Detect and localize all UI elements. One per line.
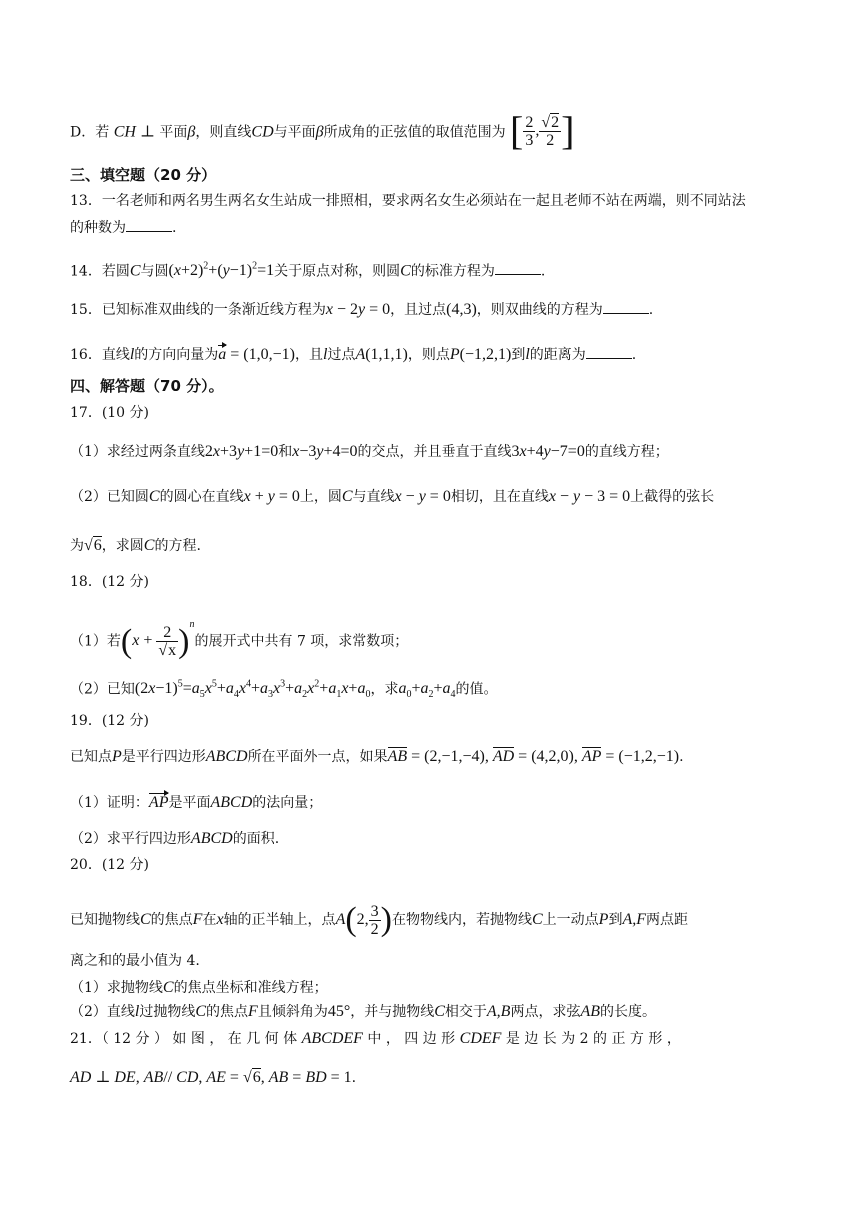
text: 轴的正半轴上，点 [223, 912, 336, 928]
math-sum: $a_0+a_2+a_4$ [398, 680, 456, 701]
text: 已知抛物线 [70, 912, 140, 928]
q20-header: 20．(12 分) [70, 857, 150, 873]
math-cd: CD [251, 123, 274, 141]
text: 的焦点 [150, 912, 193, 928]
q15: 15．已知标准双曲线的一条渐近线方程为x − 2y = 0，且过点(4,3)，则双曲线的方程为 . [70, 301, 654, 318]
math: A,B [486, 1003, 511, 1020]
q18-header: 18．(12 分) [70, 574, 150, 590]
text: 的距离为 [529, 347, 586, 363]
text: 两点，求弦 [510, 1004, 581, 1020]
math: x − y = 0 [394, 488, 451, 505]
text: 过抛物线 [139, 1004, 196, 1020]
text: ，则点 [407, 347, 450, 363]
text: 的种数为 [70, 220, 126, 236]
q19-part1 [70, 792, 800, 814]
q17-header: 17．(10 分) [70, 405, 150, 421]
text: 是 边 长 为 2 的 正 方 形 ， [505, 1031, 681, 1047]
math: x [216, 911, 224, 928]
math-point-a: A(1,1,1) [355, 346, 408, 363]
text: 上，圆 [299, 489, 342, 505]
text: 所在平面外一点，如果 [247, 749, 388, 765]
text: 的交点，并且垂直于直线 [357, 444, 512, 460]
math: C [162, 979, 174, 996]
section-title-answer: 四、解答题（70 分）。 [70, 377, 224, 395]
math: x − y − 3 = 0 [548, 488, 631, 505]
math-point-p: P(−1,2,1) [449, 346, 512, 363]
text: 为 [70, 538, 84, 554]
math: ABCD [210, 794, 253, 811]
math: C [143, 537, 155, 554]
q19-stem: 已知点P是平行四边形ABCD所在平面外一点，如果AB = (2,−1,−4), AD = (4,2,0), AP = (−1,2,−1). [70, 746, 800, 768]
math: x + y = 0 [243, 488, 300, 505]
text: （2）已知圆 [70, 489, 149, 505]
answer-blank [495, 260, 541, 275]
text: 在物物线内，若抛物线 [392, 912, 532, 928]
text: ，则直线 [195, 124, 252, 141]
text: （2）已知 [70, 681, 135, 698]
math-point: (4,3) [446, 301, 477, 318]
math: C [148, 488, 160, 505]
text: 16．直线 [70, 347, 130, 363]
answer-blank [126, 217, 172, 232]
math-ch-perp: CH ⊥ [113, 123, 155, 141]
math: 2x+3y+1=0 [204, 443, 279, 460]
text: ，且 [294, 347, 323, 363]
q17-part2-line2 [70, 535, 800, 557]
text: 到 [511, 347, 526, 363]
math-interval: [ $\frac{2}{3}$ , $\frac{√2}{2}$ ] [510, 108, 575, 153]
text: 关于原点对称，则圆 [274, 263, 401, 280]
math: l [134, 1003, 140, 1020]
text: （1）证明： [70, 795, 149, 811]
text: 21．（ 12 分 ） 如 图 ， 在 几 何 体 [70, 1031, 298, 1047]
math: l [322, 346, 328, 363]
text: 上一动点 [542, 912, 599, 928]
text: 到 [608, 912, 623, 928]
text: 的法向量； [252, 795, 323, 811]
math: F [248, 1003, 258, 1020]
text: 的方程. [154, 538, 201, 554]
math: C [140, 911, 151, 928]
q13-line1: 13．一名老师和两名男生两名女生站成一排照相，要求两名女生必须站在一起且老师不站在两端，则不同站法 [70, 193, 746, 209]
answer-blank [603, 299, 649, 314]
text: 在 [202, 912, 217, 928]
text: 上截得的弦长 [630, 489, 715, 505]
math: C [532, 911, 543, 928]
q20-part1 [70, 977, 800, 999]
math: ABCDEF [301, 1030, 363, 1047]
q19-header: 19．(12 分) [70, 713, 150, 729]
math-conditions: AD ⊥ DE, AB// CD, AE = √6, AB = BD = 1 [70, 1069, 352, 1086]
math-angle: 45° [327, 1003, 351, 1020]
math: 3x+4y−7=0 [511, 443, 585, 460]
math-beta: β [315, 123, 324, 141]
text: ，求 [370, 681, 399, 698]
text: 15．已知标准双曲线的一条渐近线方程为 [70, 302, 326, 318]
text: （2）直线 [70, 1004, 135, 1020]
text: ，且过点 [390, 302, 447, 318]
option-d [70, 108, 800, 153]
answer-blank [586, 344, 632, 359]
text: 与直线 [352, 489, 395, 505]
math-binomial: (x + $\frac{2}{√x}$ )$^n$ [120, 619, 195, 660]
text: 和 [278, 444, 293, 460]
math: C [341, 488, 353, 505]
text: ，则双曲线的方程为 [476, 302, 603, 318]
math: P [598, 911, 609, 928]
math-vector-ap: AP [149, 794, 169, 811]
q16: 16．直线l的方向向量为a = (1,0,−1)，且l过点A(1,1,1)，则点P(−1,2,1)到l的距离为 . [70, 344, 800, 366]
text: ，求圆 [101, 538, 144, 554]
q21-line1 [70, 1028, 800, 1050]
math: ABCD [190, 830, 233, 847]
text: 的展开式中共有 7 项，求常数项； [194, 633, 409, 650]
q13-line2: 的种数为 . [70, 217, 800, 239]
text: 的焦点坐标和准线方程； [173, 980, 328, 996]
text: （1）求抛物线 [70, 980, 163, 996]
text: （1）若 [70, 633, 121, 650]
math-asymptote: x − 2y = 0 [325, 301, 391, 318]
text: 的标准方程为 [410, 263, 495, 280]
math: C [400, 262, 411, 280]
text: 与圆 [140, 263, 169, 280]
q14: 14．若圆C与圆$(x+2)^2+(y-1)^2=1$关于原点对称，则圆C的标准方程为 . [70, 261, 546, 280]
math: C [195, 1003, 207, 1020]
text: 相交于 [444, 1004, 487, 1020]
text: 中 ， 四 边 形 [367, 1031, 456, 1047]
q20-stem-line2: 离之和的最小值为 4. [70, 953, 200, 969]
text: 平面 [159, 124, 188, 141]
q17-part1 [70, 441, 800, 463]
q20-part2 [70, 1001, 800, 1023]
q17-part2 [70, 486, 800, 508]
math: AB [580, 1003, 600, 1020]
text: 过点 [327, 347, 356, 363]
text: 已知点 [70, 749, 112, 765]
q18-part2 [70, 674, 800, 707]
q18-part1 [70, 617, 800, 661]
text: 所成角的正弦值的取值范围为 [323, 124, 506, 141]
text: 是平面 [168, 795, 211, 811]
math-point-a: A(2, $\frac{3}{2}$ ) [335, 901, 392, 939]
math-expansion: $(2x-1)^5=a_5x^5+a_4x^4+a_3x^3+a_2x^2+a_1x+a_0$ [134, 679, 371, 701]
text: 的长度。 [600, 1004, 656, 1020]
text: 且倾斜角为 [257, 1004, 328, 1020]
text: 的圆心在直线 [159, 489, 244, 505]
math-beta: β [187, 123, 196, 141]
math: x−3y+4=0 [292, 443, 358, 460]
q21-line2: AD ⊥ DE, AB// CD, AE = √6, AB = BD = 1. [70, 1069, 357, 1086]
math: CDEF [459, 1030, 502, 1047]
text: 两点距 [646, 912, 688, 928]
text: （2）求平行四边形 [70, 831, 191, 847]
math: A,F [622, 911, 646, 928]
text: 相切，且在直线 [450, 489, 549, 505]
math: ABCD [205, 748, 248, 765]
math: C [129, 262, 141, 280]
text: ，并与抛物线 [350, 1004, 435, 1020]
text: 的方向向量为 [134, 347, 219, 363]
text: 与平面 [273, 124, 316, 141]
section-title-fill-blank: 三、填空题（20 分） [70, 166, 217, 184]
math-vectors: AB = (2,−1,−4), AD = (4,2,0), AP = (−1,2,−1) [388, 748, 680, 765]
math: C [434, 1003, 445, 1020]
text: 的直线方程； [584, 444, 669, 460]
text: 的面积. [232, 831, 280, 847]
text: （1）求经过两条直线 [70, 444, 205, 460]
math-circle-eq: $(x+2)^2+(y-1)^2=1$ [168, 261, 275, 280]
text: 的值。 [455, 681, 498, 698]
q20-stem [70, 900, 800, 940]
option-d-label: D．若 [70, 124, 110, 141]
text: 的焦点 [206, 1004, 249, 1020]
math: P [112, 748, 122, 765]
math-vector-a: a = (1,0,−1) [218, 346, 295, 363]
math: l [129, 346, 135, 363]
text: 14．若圆 [70, 263, 130, 280]
math-sqrt6: √6 [84, 537, 102, 554]
math: l [525, 346, 530, 363]
math: F [192, 911, 203, 928]
text: 是平行四边形 [121, 749, 206, 765]
q19-part2 [70, 828, 800, 850]
